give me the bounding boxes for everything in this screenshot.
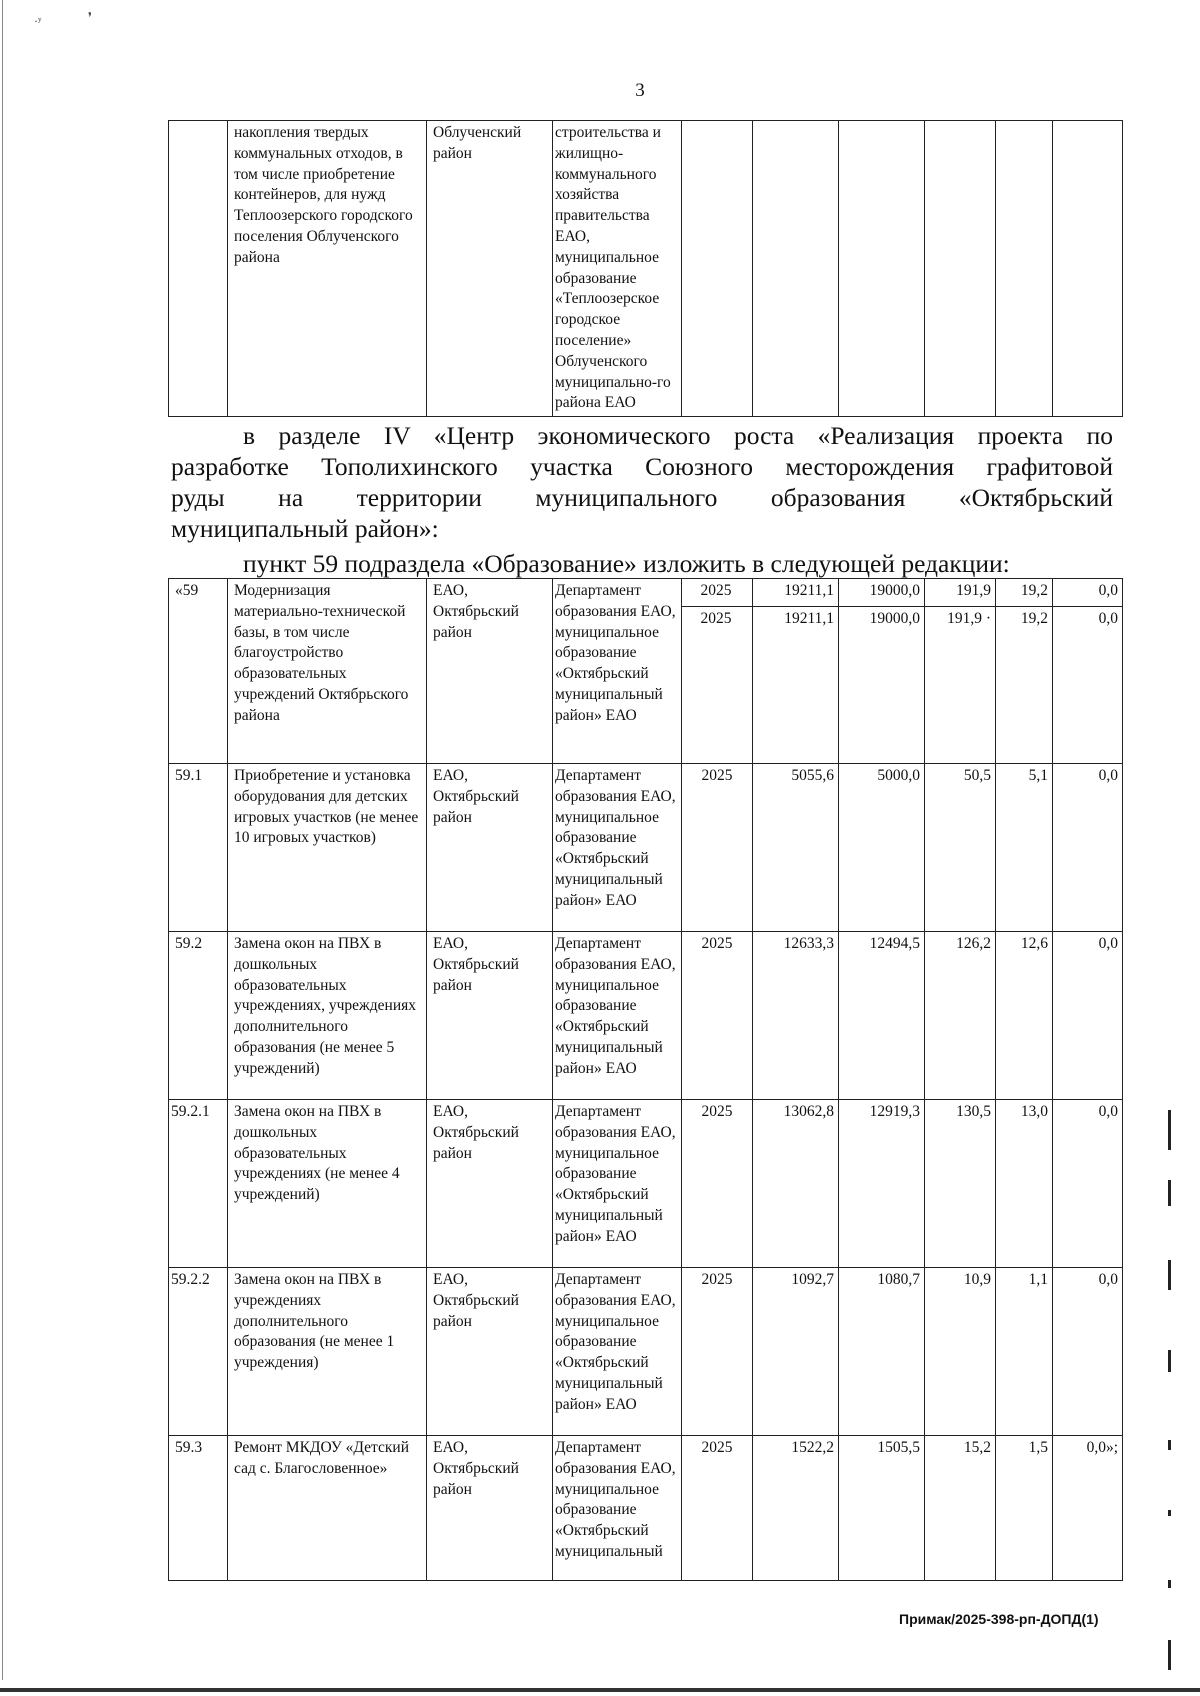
scan-left-edge — [2, 0, 3, 1680]
row-regional-cell: 10,9 — [925, 1268, 996, 1436]
row-local-cell: 12,6 — [996, 932, 1053, 1100]
federal-value: 19000,0 — [839, 579, 924, 607]
row-total-cell: 1092,7 — [753, 1268, 839, 1436]
row-other-cell: 0,0»; — [1053, 1436, 1123, 1581]
row-id-cell: 59.3 — [169, 1436, 228, 1581]
row-name-cell: Ремонт МКДОУ «Детский сад с. Благословенное» — [228, 1436, 427, 1581]
row-year-cell: 2025 — [682, 1268, 753, 1436]
total-value: 19211,1 — [784, 610, 834, 627]
table-row — [169, 579, 1123, 764]
continuation-table — [168, 120, 1123, 417]
row-other-cell: 0,0 — [1053, 764, 1123, 932]
scan-bottom-edge — [0, 1688, 1200, 1692]
scan-mark: ❜ — [88, 10, 92, 24]
section-text-line: муниципальный район»: — [171, 514, 439, 543]
row-regional-cell: 15,2 — [925, 1436, 996, 1581]
row-executor-cell: Департамент образования ЕАО, муниципальное образование «Октябрьский муниципальный район» ЕАО — [553, 1268, 682, 1436]
row-executor-cell: Департамент образования ЕАО, муниципальное образование «Октябрьский муниципальный район» ЕАО — [553, 579, 682, 764]
row-executor-cell: Департамент образования ЕАО, муниципальное образование «Октябрьский муниципальный район» ЕАО — [553, 932, 682, 1100]
row-total-cell: 13062,8 — [753, 1100, 839, 1268]
row-total-cell: 5055,6 — [753, 764, 839, 932]
scan-edge-specks — [1168, 1110, 1178, 1670]
local-value: 19,2 — [996, 579, 1052, 607]
row-federal-cell: 12919,3 — [839, 1100, 925, 1268]
federal-value: 19000,0 — [869, 610, 920, 627]
row-regional-cell: 130,5 — [925, 1100, 996, 1268]
row-federal-cell: 1080,7 — [839, 1268, 925, 1436]
row-executor-cell: Департамент образования ЕАО, муниципальное образование «Октябрьский муниципальный — [553, 1436, 682, 1581]
table-row — [169, 1268, 1123, 1436]
row-location-cell: ЕАО, Октябрьский район — [427, 1268, 553, 1436]
row-other-cell: 0,0 — [1053, 1268, 1123, 1436]
row-total-cell — [753, 121, 839, 417]
row-federal-cell — [839, 121, 925, 417]
year-value: 2025 — [682, 579, 752, 607]
row-regional-cell — [925, 579, 996, 764]
row-location-cell: Облученский район — [427, 121, 553, 417]
row-total-cell — [753, 579, 839, 764]
row-local-cell — [996, 121, 1053, 417]
row-location-cell: ЕАО, Октябрьский район — [427, 1436, 553, 1581]
row-name-cell: Модернизация материально-технической базы, в том числе благоустройство образовательных учреждений Октябрьского района — [228, 579, 427, 764]
row-local-cell: 1,1 — [996, 1268, 1053, 1436]
row-id-cell: 59.1 — [169, 764, 228, 932]
row-local-cell: 5,1 — [996, 764, 1053, 932]
row-other-cell: 0,0 — [1053, 932, 1123, 1100]
table-row — [169, 764, 1123, 932]
row-id-cell: 59.2.2 — [169, 1268, 228, 1436]
row-year-cell — [682, 579, 753, 764]
row-name-cell: Приобретение и установка оборудования для детских игровых участков (не менее 10 игровых участков) — [228, 764, 427, 932]
row-location-cell: ЕАО, Октябрьский район — [427, 579, 553, 764]
row-regional-cell — [925, 121, 996, 417]
row-year-cell: 2025 — [682, 1436, 753, 1581]
section-text-line: руды на территории муниципального образования «Октябрьский — [171, 483, 1113, 512]
row-id-cell — [169, 121, 228, 417]
section-text-line: в разделе IV «Центр экономического роста «Реализация проекта по — [243, 421, 1113, 450]
row-name-cell: Замена окон на ПВХ в дошкольных образовательных учреждениях, учреждениях дополнительного образования (не менее 5 учреждений) — [228, 932, 427, 1100]
row-location-cell: ЕАО, Октябрьский район — [427, 932, 553, 1100]
total-value: 19211,1 — [753, 579, 838, 607]
section-text-line: разработке Тополихинского участка Союзного месторождения графитовой — [171, 452, 1113, 481]
year-value: 2025 — [700, 610, 732, 627]
row-year-cell: 2025 — [682, 1100, 753, 1268]
row-federal-cell: 5000,0 — [839, 764, 925, 932]
row-location-cell: ЕАО, Октябрьский район — [427, 1100, 553, 1268]
row-total-cell: 12633,3 — [753, 932, 839, 1100]
table-row — [169, 1100, 1123, 1268]
row-location-cell: ЕАО, Октябрьский район — [427, 764, 553, 932]
row-executor-cell: строительства и жилищно-коммунального хозяйства правительства ЕАО, муниципальное образование «Теплоозерское городское поселение» Облученского муниципально-го района ЕАО — [553, 121, 682, 417]
regional-value: 191,9 · — [947, 610, 991, 627]
row-name-cell: Замена окон на ПВХ в учреждениях дополнительного образования (не менее 1 учреждения) — [228, 1268, 427, 1436]
row-other-cell: 0,0 — [1053, 1100, 1123, 1268]
row-id-cell: 59.2.1 — [169, 1100, 228, 1268]
table-row — [169, 1436, 1123, 1581]
row-other-cell — [1053, 121, 1123, 417]
row-year-cell: 2025 — [682, 764, 753, 932]
other-value: 0,0 — [1098, 610, 1118, 627]
row-federal-cell: 12494,5 — [839, 932, 925, 1100]
row-regional-cell: 126,2 — [925, 932, 996, 1100]
scan-mark: ·ʸ — [34, 14, 42, 28]
row-local-cell: 1,5 — [996, 1436, 1053, 1581]
local-value: 19,2 — [1020, 610, 1048, 627]
row-executor-cell: Департамент образования ЕАО, муниципальное образование «Октябрьский муниципальный район» ЕАО — [553, 764, 682, 932]
table-row — [169, 932, 1123, 1100]
row-name-cell: Замена окон на ПВХ в дошкольных образовательных учреждениях (не менее 4 учреждений) — [228, 1100, 427, 1268]
row-other-cell — [1053, 579, 1123, 764]
regional-value: 191,9 — [925, 579, 995, 607]
row-year-cell: 2025 — [682, 932, 753, 1100]
row-federal-cell: 1505,5 — [839, 1436, 925, 1581]
row-regional-cell: 50,5 — [925, 764, 996, 932]
row-year-cell — [682, 121, 753, 417]
row-executor-cell: Департамент образования ЕАО, муниципальное образование «Октябрьский муниципальный район» ЕАО — [553, 1100, 682, 1268]
row-local-cell: 13,0 — [996, 1100, 1053, 1268]
row-local-cell — [996, 579, 1053, 764]
other-value: 0,0 — [1053, 579, 1122, 607]
row-id-cell: «59 — [169, 579, 228, 764]
item-59-table — [168, 578, 1123, 1581]
row-name-cell: накопления твердых коммунальных отходов, в том числе приобретение контейнеров, для нужд Теплоозерского городского поселения Облученского района — [228, 121, 427, 417]
row-total-cell: 1522,2 — [753, 1436, 839, 1581]
document-footer-code: Примак/2025-398-рп-ДОПД(1) — [899, 1611, 1099, 1627]
subsection-heading: пункт 59 подраздела «Образование» изложить в следующей редакции: — [243, 549, 1010, 578]
page-number: 3 — [635, 80, 645, 101]
table-row — [169, 121, 1123, 417]
row-id-cell: 59.2 — [169, 932, 228, 1100]
row-federal-cell — [839, 579, 925, 764]
